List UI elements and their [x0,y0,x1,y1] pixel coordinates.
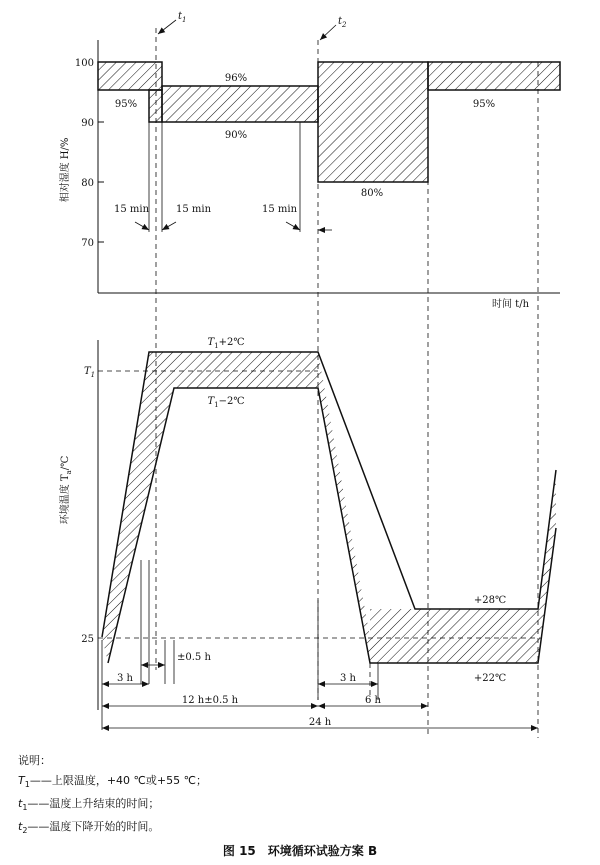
label-96: 96% [224,73,248,84]
band-95-100-start [98,62,162,90]
tick-70: 70 [81,238,94,249]
duration-15min-a: 15 min [114,204,150,215]
tick-90: 90 [81,118,94,129]
band-95-100-end [428,62,560,90]
notes-title: 说明： [18,754,51,767]
duration-15min-b: 15 min [176,204,212,215]
label-95-right: 95% [472,99,496,110]
label-90: 90% [224,130,248,141]
note-t1-upper-temp: $T_1——$上限温度，+40 ℃或+55 ℃； [18,774,207,790]
figure-caption: 图 15 环境循环试验方案 B [222,844,378,858]
label-95-left: 95% [114,99,138,110]
dim-3h-b: 3 h [340,673,356,684]
band-90-96 [162,86,318,122]
note-t2-fall-start: $t_2——$温度下降开始的时间。 [18,820,160,836]
tick-100: 100 [74,58,94,69]
dim-6h: 6 h [365,695,381,706]
temperature-axis-label: 环境温度 $T_a/℃$ [60,455,73,525]
lower-limit-label: $T_1-2℃$ [207,396,245,409]
note-t1-rise-end: $t_1——$温度上升结束的时间； [18,797,160,813]
label-80: 80% [360,188,384,199]
t2-marker: $t_2$ [338,16,347,29]
dim-3h-a: 3 h [117,673,133,684]
tick-25: 25 [81,634,94,645]
t2-leader [320,25,336,40]
dim-24h: 24 h [308,717,332,728]
band-80-100 [318,62,428,182]
band-drop-15min [149,90,162,122]
temperature-tolerance-band [102,352,556,663]
humidity-text [58,11,530,310]
label-plus28: +28℃ [473,595,507,606]
humidity-axis-label: 相对湿度 H/% [60,137,71,203]
dim-12h: 12 h±0.5 h [181,695,239,706]
time-axis-label: 时间 t/h [492,299,530,310]
tick-t1: $T_1$ [84,366,96,379]
tolerance-label: ±0.5 h [177,652,211,663]
label-plus22: +22℃ [473,673,507,684]
duration-arrows [135,222,332,230]
upper-limit-label: $T_1+2℃$ [207,337,245,350]
temperature-vertical-guides [102,560,378,730]
t1-marker: $t_1$ [178,11,187,24]
tick-80: 80 [81,178,94,189]
t1-leader [158,20,176,34]
duration-15min-c: 15 min [262,204,298,215]
